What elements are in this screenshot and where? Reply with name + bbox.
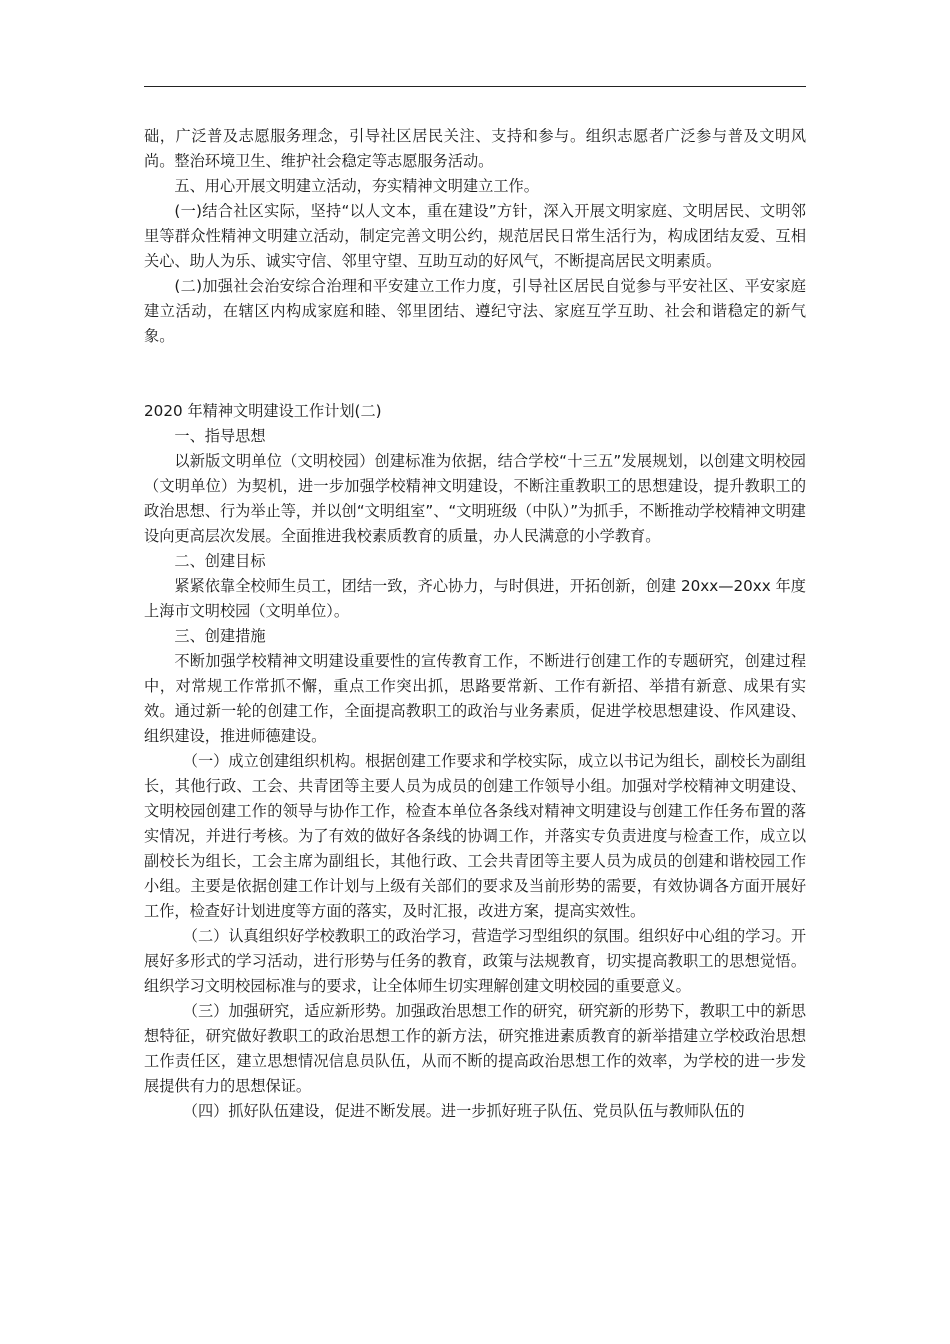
header-rule (144, 86, 806, 87)
heading-guiding-ideology: 一、指导思想 (174, 427, 266, 445)
paragraph-item-two: (二)加强社会治安综合治理和平安建立工作力度，引导社区居民自觉参与平安社区、平安家庭建立活动，在辖区内构成家庭和睦、邻里团结、遵纪守法、家庭互学互助、社会和谐稳定的新气象。 (144, 277, 806, 345)
section-gap (144, 349, 806, 399)
heading-creation-measures: 三、创建措施 (174, 627, 266, 645)
paragraph-item-one: (一)结合社区实际，坚持“以人文本，重在建设”方针，深入开展文明家庭、文明居民、文明邻里等群众性精神文明建立活动，制定完善文明公约，规范居民日常生活行为，构成团结友爱、互相关心、助人为乐、诚实守信、邻里守望、互助互动的好风气，不断提高居民文明素质。 (144, 202, 806, 270)
document-body (144, 124, 806, 1124)
document-title: 2020 年精神文明建设工作计划(二) (144, 402, 382, 420)
paragraph-guiding-ideology: 以新版文明单位（文明校园）创建标准为依据，结合学校“十三五”发展规划，以创建文明校园（文明单位）为契机，进一步加强学校精神文明建设，不断注重教职工的思想建设，提升教职工的政治思想、行为举止等，并以创“文明组室”、“文明班级（中队）”为抓手，不断推动学校精神文明建设向更高层次发展。全面推进我校素质教育的质量，办人民满意的小学教育。 (144, 452, 806, 545)
heading-creation-goal: 二、创建目标 (174, 552, 266, 570)
paragraph-creation-goal: 紧紧依靠全校师生员工，团结一致，齐心协力，与时俱进，开拓创新，创建 20xx—20xx 年度上海市文明校园（文明单位）。 (144, 577, 806, 620)
paragraph-measure-two: （二）认真组织好学校教职工的政治学习，营造学习型组织的氛围。组织好中心组的学习。开展好多形式的学习活动，进行形势与任务的教育，政策与法规教育，切实提高教职工的思想觉悟。组织学习文明校园标准与的要求，让全体师生切实理解创建文明校园的重要意义。 (144, 927, 806, 995)
paragraph-measure-one: （一）成立创建组织机构。根据创建工作要求和学校实际，成立以书记为组长，副校长为副组长，其他行政、工会、共青团等主要人员为成员的创建工作领导小组。加强对学校精神文明建设、文明校园创建工作的领导与协作工作，检查本单位各条线对精神文明建设与创建工作任务布置的落实情况，并进行考核。为了有效的做好各条线的协调工作，并落实专负责进度与检查工作，成立以副校长为组长，工会主席为副组长，其他行政、工会共青团等主要人员为成员的创建和谐校园工作小组。主要是依据创建工作计划与上级有关部们的要求及当前形势的需要，有效协调各方面开展好工作，检查好计划进度等方面的落实，及时汇报，改进方案，提高实效性。 (144, 752, 806, 920)
paragraph-creation-measures: 不断加强学校精神文明建设重要性的宣传教育工作，不断进行创建工作的专题研究，创建过程中，对常规工作常抓不懈，重点工作突出抓，思路要常新、工作有新招、举措有新意、成果有实效。通过新一轮的创建工作，全面提高教职工的政治与业务素质，促进学校思想建设、作风建设、组织建设，推进师德建设。 (144, 652, 806, 745)
paragraph-measure-four: （四）抓好队伍建设，促进不断发展。进一步抓好班子队伍、党员队伍与教师队伍的 (182, 1102, 745, 1120)
paragraph-continued: 础，广泛普及志愿服务理念，引导社区居民关注、支持和参与。组织志愿者广泛参与普及文明风尚。整治环境卫生、维护社会稳定等志愿服务活动。 (144, 127, 806, 170)
paragraph-measure-three: （三）加强研究，适应新形势。加强政治思想工作的研究，研究新的形势下，教职工中的新思想特征，研究做好教职工的政治思想工作的新方法，研究推进素质教育的新举措建立学校政治思想工作责任区，建立思想情况信息员队伍，从而不断的提高政治思想工作的效率，为学校的进一步发展提供有力的思想保证。 (144, 1002, 806, 1095)
heading-section-five: 五、用心开展文明建立活动，夯实精神文明建立工作。 (174, 177, 539, 195)
